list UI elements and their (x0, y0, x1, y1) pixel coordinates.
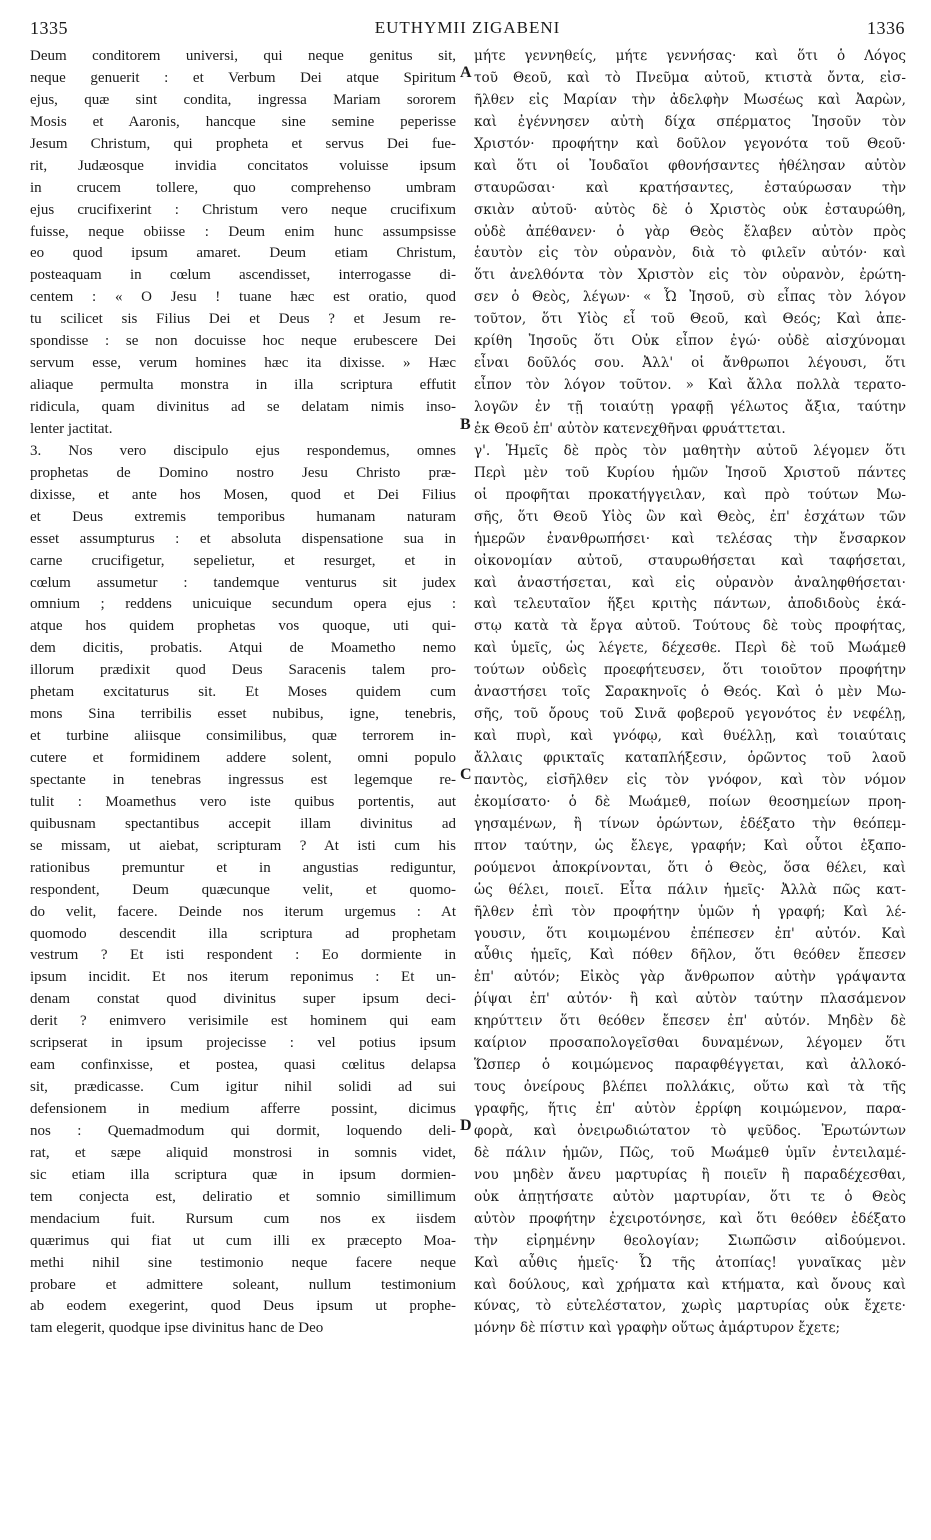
text-line: derit ? enimvero verisimile est hominem qui eam (30, 1013, 456, 1030)
section-marker-b: B (460, 416, 471, 433)
text-line: spondisse : se non docuisse hoc neque erubescere Dei (30, 333, 456, 350)
text-line: τοῦ Θεοῦ, καὶ τὸ Πνεῦμα αὐτοῦ, κτιστὰ ὄντα, εἰσ- (474, 69, 906, 86)
text-line: λογῶν ἐν τῇ τοιαύτῃ γραφῇ γέλωτος ἄξια, ταύτην (474, 399, 906, 415)
text-line: methi nihil sine testimonio neque facere neque (30, 1254, 456, 1271)
text-line: καίριον προσαπολογεῖσθαι δυναμένων, λέγομεν ὅτι (474, 1035, 906, 1052)
text-line: denam constat quod divinitus super ipsum deci- (30, 991, 456, 1008)
text-line: ejus, quæ sint condita, ingressa Mariam sororem (30, 91, 456, 108)
text-line: tu scilicet sis Filius Dei et Deus ? et Jesum re- (30, 311, 456, 328)
text-line: ἀναστήσει τοῖς Σαρακηνοῖς ὁ Θεός. Καὶ ὁ μὲν Μω- (474, 684, 906, 701)
text-line: mons Sina terribilis esset nubibus, igne, tenebris, (30, 706, 456, 723)
text-line: posteaquam in cœlum ascendisset, interrogasse di- (30, 267, 456, 284)
text-line: τοῦτον, ὅτι Υἱὸς εἶ τοῦ Θεοῦ, καὶ Θεός; Καὶ ἀπε- (474, 311, 906, 328)
text-line: εἶπον τὸν λόγον τοῦτον. » Καὶ ἄλλα πολλὰ τερατο- (474, 377, 906, 394)
text-line: in crucem tollere, quo comprehenso umbram (30, 179, 456, 196)
running-header (30, 10, 905, 40)
text-line: στῳ κατὰ τὰ ἔργα αὐτοῦ. Τούτους δὲ τοὺς προφήτας, (474, 618, 906, 635)
text-line: γραφῆς, ἥτις ἐπ' αὐτὸν ἐρρίφη κοιμώμενον, παρα- (474, 1101, 906, 1117)
text-line: Χριστόν· προφήτην καὶ δοῦλον γεγονότα τοῦ Θεοῦ· (474, 135, 906, 152)
text-line: μήτε γεννηθείς, μήτε γεννήσας· καὶ ὅτι ὁ Λόγος (474, 48, 906, 64)
text-line: respondent, Deum quæcunque velit, et quomo- (30, 881, 456, 898)
text-line: tem conjecta est, deliratio et somnio simillimum (30, 1188, 456, 1205)
text-line: τούτων οὐδεὶς προεφήτευσεν, ὅτι τοιοῦτον προφήτην (474, 662, 906, 679)
text-line: carne crucifigetur, sepelietur, et resurget, et in (30, 552, 456, 569)
text-line: servum esse, verum homines hæc ita dixisse. » Hæc (30, 355, 456, 372)
text-line: αὐτὸν προφήτην ἐχειροτόνησε, καὶ ὅτι θεόθεν ἐδέξατο (474, 1210, 906, 1227)
text-line: οὐδὲ ἀπέθανεν· ὁ γὰρ Θεὸς ἔλαβεν αὐτὸν πρὸς (474, 223, 906, 240)
text-line: quomodo descendit illa scriptura ad prophetam (30, 925, 456, 942)
text-line: κρίθη Ἰησοῦς ὅτι Οὐκ εἶπον ἐγώ· οὐδὲ αἰσχύνομαι (474, 333, 906, 350)
text-line: sit, prædicasse. Cum igitur nihil solidi ad sui (30, 1079, 456, 1096)
text-line: rationibus premuntur et in angustias rediguntur, (30, 859, 456, 876)
text-line: cœlum assumetur : tandemque venturus sit judex (30, 574, 456, 591)
text-line: tam elegerit, quodque ipse divinitus hanc de Deo (30, 1320, 324, 1337)
text-line: καὶ τελευταῖον ἥξει κριτὴς πάντων, ἀποδιδοὺς ἑκά- (474, 596, 906, 613)
text-line: vestrum ? Et isti respondent : Eo dormiente in (30, 947, 456, 964)
text-line: do velit, facere. Deinde nos iterum urgemus : At (30, 903, 456, 920)
text-line: γησαμένων, ἢ τίνων ὁρώντων, ἐδέξατο τὴν θεόπεμ- (474, 815, 906, 832)
text-line: ἐκομίσατο· ὁ δὲ Μωάμεθ, ποίων θεοσημείων προη- (474, 793, 906, 810)
text-line: rit, Judæosque invidia concitatos voluisse ipsum (30, 157, 456, 174)
text-line: τὴν εἰρημένην θεολογίαν; Σιωπῶσιν αἰδούμενοι. (474, 1232, 906, 1249)
text-line: καὶ ἐγέννησεν αὐτὴ δίχα σπέρματος Ἰησοῦν τὸν (474, 113, 906, 130)
text-line: ἐπ' αὐτόν; Εἰκὸς γὰρ ἄνθρωπον αὐτὴν γράψαντα (474, 969, 906, 986)
text-line: αὖθις ἡμεῖς, Καὶ πόθεν δῆλον, ὅτι θεόθεν ἔπεσεν (474, 947, 906, 964)
text-line: cutere et formidinem addere solent, omni populo (30, 750, 456, 766)
text-line: se missam, ut aiebat, scripturam ? At isti cum his (30, 837, 456, 854)
text-line: rat, et sæpe aliquid monstrosi in somnis videt, (30, 1144, 456, 1161)
text-line: νου μηδὲν ἄνευ μαρτυρίας ἢ ποιεῖν ἢ παραδέχεσθαι, (474, 1166, 906, 1183)
text-line: πτον ταύτην, ὡς ἔλεγε, γραφήν; Καὶ οὗτοι ἐξαπο- (474, 837, 906, 854)
text-line: neque genuerit : et Verbum Dei atque Spiritum (30, 69, 456, 86)
text-line: Deum conditorem universi, qui neque genitus sit, (30, 48, 456, 64)
text-line: et Deus extremis temporibus humanam naturam (30, 508, 456, 525)
text-line: καὶ ὑμεῖς, ὡς λέγετε, δέχεσθε. Περὶ δὲ τοῦ Μωάμεθ (474, 640, 906, 657)
text-line: prophetas de Domino nostro Jesu Christo præ- (30, 464, 456, 481)
text-line: παντὸς, εἰσῆλθεν εἰς τὸν γνόφον, καὶ τὸν νόμον (474, 771, 906, 788)
text-line: σκιὰν αὐτοῦ· αὐτὸς δὲ ὁ Χριστὸς οὐκ ἐσταυρώθη, (474, 201, 906, 218)
page-number-left: 1335 (30, 18, 68, 38)
text-line: ejus crucifixerint : Christum vero neque crucifixum (30, 201, 456, 218)
text-line: mendacium fuit. Rursum cum nos ex iisdem (30, 1210, 456, 1227)
running-title: EUTHYMII ZIGABENI (374, 18, 561, 37)
text-line: fuisse, neque obiisse : Deum enim hunc assumpsisse (30, 223, 456, 240)
text-line: ἡμερῶν ἐνανθρωπήσει· καὶ τελέσας τὴν ἔνσαρκον (474, 530, 906, 547)
text-line: illorum prædixit quod Deus Saracenis talem pro- (30, 662, 456, 679)
text-line: quærimus qui fiat ut cum illi ex præcepto Moa- (30, 1232, 456, 1249)
text-line: ῥίψαι ἐπ' αὐτόν· ἢ καὶ αὐτὸν ταύτην πλασάμενον (474, 991, 906, 1008)
text-line: esset assumpturus : et absoluta dispensatione sua in (30, 530, 456, 547)
text-line: ῆλθεν ἐπὶ τὸν προφήτην ὑμῶν ἡ γραφή; Καὶ λέ- (474, 903, 906, 920)
section-marker-c: C (460, 766, 472, 783)
text-line: οἰκονομίαν αὐτοῦ, σταυρωθήσεται καὶ ταφήσεται, (474, 552, 906, 569)
text-line: phetam excitaturus sit. Et Moses quidem cum (30, 684, 456, 701)
latin-column (30, 46, 456, 1340)
text-line: defensionem in medium afferre possint, dicimus (30, 1101, 456, 1117)
text-line: Περὶ μὲν τοῦ Κυρίου ἡμῶν Ἰησοῦ Χριστοῦ πάντες (474, 464, 906, 481)
text-line: spectante in tenebras ingressus est legemque re- (30, 771, 456, 788)
text-line: probare et admittere soleant, nullum testimonium (30, 1276, 456, 1293)
text-line: τους ὀνείρους βλέπει πολλάκις, οὕτω καὶ τὰ τῆς (474, 1079, 906, 1096)
text-line: Jesum Christum, qui propheta et servus Dei fue- (30, 135, 456, 152)
text-line: καὶ ὅτι οἱ Ἰουδαῖοι φθονήσαντες ἠθέλησαν αὐτὸν (474, 157, 906, 174)
text-line: οἱ προφῆται προκατήγγειλαν, καὶ πρὸ τούτων Μω- (474, 486, 906, 503)
text-line: σῆς, ὅτι Θεοῦ Υἱὸς ὢν καὶ Θεὸς, ἐπ' ἐσχάτων τῶν (474, 508, 906, 525)
page-number-right: 1336 (867, 18, 905, 38)
text-line: σεν ὁ Θεὸς, λέγων· « Ὦ Ἰησοῦ, σὺ εἶπας τὸν λόγον (474, 289, 906, 306)
text-line: quibusnam spectantibus accepit illam divinitus ad (30, 815, 456, 832)
text-line: nos : Quemadmodum qui dormit, loquendo deli- (30, 1122, 456, 1139)
text-line: κηρύττειν ὅτι θεόθεν ἔπεσεν ἐπ' αὐτόν. Μηδὲν δὲ (474, 1013, 906, 1030)
text-line: ipsum incidit. Et nos iterum reponimus : Et un- (30, 969, 456, 986)
text-line: dixisse, et ante hos Mosen, quod et Dei Filius (30, 486, 456, 503)
text-line: Mosis et Aaronis, hancque sine semine peperisse (30, 113, 456, 130)
text-line: δὲ πάλιν ἡμῶν, Πῶς, τοῦ Μωάμεθ ὑμῖν ἐντειλαμέ- (474, 1144, 906, 1161)
text-line: eo quod ipsum amaret. Deum etiam Christum, (30, 245, 456, 262)
text-line: σταυρῶσαι· καὶ κρατήσαντες, ἐσταύρωσαν τὴν (474, 179, 906, 196)
text-line: dem dicitis, probatis. Atqui de Moametho nemo (30, 640, 456, 657)
text-line: eam confinxisse, et postea, quasi cœlitus delapsa (30, 1057, 456, 1074)
text-line: μόνην δὲ πίστιν καὶ γραφὴν οὕτως ἀμάρτυρον ἔχετε; (474, 1320, 841, 1337)
text-line: σῆς, τοῦ ὄρους τοῦ Σινᾶ φοβεροῦ γεγονότος ἐν νεφέλῃ, (474, 706, 906, 723)
text-line: γουσιν, ὅτι κοιμωμένου ἐπέπεσεν ἐπ' αὐτόν. Καὶ (474, 925, 906, 942)
text-line: lenter jactitat. (30, 420, 113, 437)
text-line: tulit : Moamethus vero iste quibus portentis, aut (30, 793, 456, 810)
text-line: ὅτι ἀνελθόντα τὸν Χριστὸν εἰς τὸν οὐρανὸν, ἐρώτη- (474, 267, 906, 284)
text-line: Καὶ αὖθις ἡμεῖς· Ὦ τῆς ἀτοπίας! γυναῖκας μὲν (474, 1254, 906, 1271)
text-line: καὶ πυρὶ, καὶ γνόφῳ, καὶ θυέλλῃ, καὶ τοιαύταις (474, 728, 906, 745)
text-line: καὶ ἀναστήσεται, καὶ εἰς οὐρανὸν ἀναληφθήσεται· (474, 574, 906, 591)
text-line: scripserat in ipsum projecisse : vel potius ipsum (30, 1035, 456, 1052)
section-marker-d: D (460, 1117, 472, 1134)
text-line: centem : « O Jesu ! tuane hæc est oratio, quod (30, 289, 456, 306)
text-line: ἄλλαις φρικταῖς καταπλήξεσιν, ὁρῶντος τοῦ λαοῦ (474, 750, 906, 766)
text-line: omnium ; reddens unicuique secundum opera ejus : (30, 596, 456, 613)
text-line: γ'. Ἡμεῖς δὲ πρὸς τὸν μαθητὴν αὐτοῦ λέγομεν ὅτι (474, 442, 906, 459)
text-line: καὶ δούλους, καὶ χρήματα καὶ κτήματα, καὶ ὄνους καὶ (474, 1276, 906, 1293)
text-line: κύνας, τὸ εὐτελέστατον, χωρὶς μαρτυρίας οὐκ ἔχετε· (474, 1298, 906, 1315)
text-line: atque hos quidem prophetas vos quoque, uti qui- (30, 618, 456, 635)
text-line: ab eodem exegerint, quod Deus ipsum ut prophe- (30, 1298, 456, 1315)
text-line: ἐκ Θεοῦ ἐπ' αὐτὸν κατενεχθῆναι φρυάττεται. (474, 420, 786, 437)
text-line: Ὥσπερ ὁ κοιμώμενος παραφθέγγεται, καὶ ἀλλοκό- (474, 1057, 906, 1074)
text-line: sic etiam illa scriptura quæ in ipsum dormien- (30, 1166, 456, 1183)
text-line: οὐκ ἀπῃτήσατε αὐτὸν μαρτυρίαν, ὅτι τε ὁ Θεὸς (474, 1188, 906, 1205)
text-line: ρούμενοι ἀποκρίνονται, ὅτι ὁ Θεὸς, ὅσα θέλει, καὶ (474, 859, 906, 876)
text-line: 3. Nos vero discipulo ejus respondemus, omnes (30, 442, 456, 459)
text-line: ῆλθεν εἰς Μαρίαν τὴν ἀδελφὴν Μωσέως καὶ Ἀαρὼν, (474, 91, 906, 108)
text-line: et turbine aliisque consimilibus, quæ terrorem in- (30, 728, 456, 745)
text-line: ἑαυτὸν εἰς τὸν οὐρανὸν, διὰ τὸ φιλεῖν αὐτόν· καὶ (474, 245, 906, 262)
greek-column (474, 46, 906, 1340)
text-line: ridicula, quam divinitus ad se delatam nimis inso- (30, 399, 456, 415)
text-line: aliaque permulta monstra in illa scriptura effutit (30, 377, 456, 394)
text-line: εἶναι δοῦλός σου. Ἀλλ' οἱ ἄνθρωποι λέγουσι, ὅτι (474, 355, 906, 372)
text-line: ὡς θέλει, ποιεῖ. Εἶτα πάλιν ἡμεῖς· Ἀλλὰ πῶς κατ- (474, 881, 906, 898)
section-marker-a: A (460, 64, 472, 81)
text-line: φορὰ, καὶ ὀνειρωδιώτατον τὸ ψεῦδος. Ἐρωτώντων (474, 1122, 906, 1139)
